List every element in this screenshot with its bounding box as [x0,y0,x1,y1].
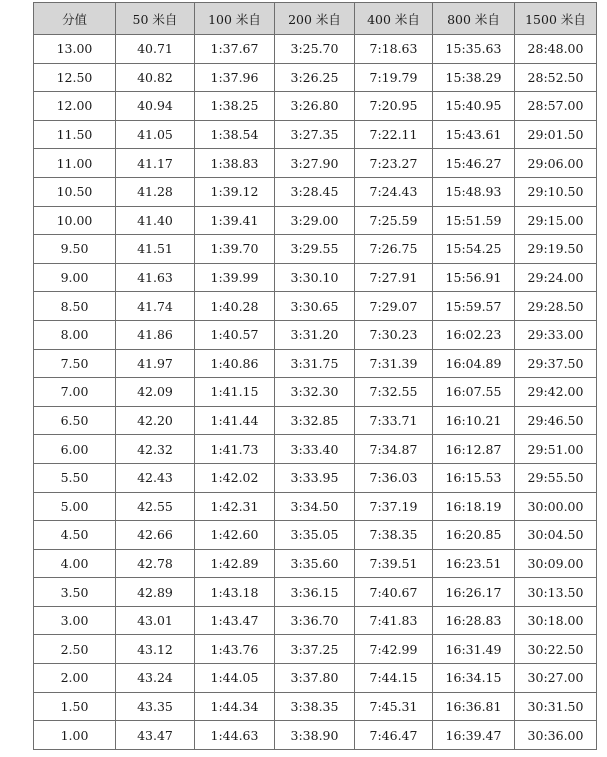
time-cell: 15:35.63 [433,35,515,64]
time-cell: 3:26.25 [275,63,355,92]
table-row [34,378,597,407]
time-cell: 1:40.28 [195,292,275,321]
time-cell: 3:35.05 [275,521,355,550]
time-cell: 43.35 [116,692,195,721]
score-cell: 4.50 [34,521,116,550]
table-row [34,692,597,721]
time-cell: 29:28.50 [515,292,597,321]
table-row [34,120,597,149]
table-row [34,521,597,550]
header-row [34,3,597,35]
time-cell: 3:33.95 [275,463,355,492]
time-cell: 42.20 [116,406,195,435]
time-cell: 30:31.50 [515,692,597,721]
time-cell: 15:40.95 [433,92,515,121]
time-cell: 1:41.15 [195,378,275,407]
table-row [34,463,597,492]
table-row [34,606,597,635]
time-cell: 15:38.29 [433,63,515,92]
table-row [34,177,597,206]
score-cell: 8.00 [34,320,116,349]
time-cell: 7:41.83 [355,606,433,635]
time-cell: 29:37.50 [515,349,597,378]
table-row [34,206,597,235]
time-cell: 29:24.00 [515,263,597,292]
time-cell: 41.63 [116,263,195,292]
time-cell: 42.09 [116,378,195,407]
time-cell: 41.05 [116,120,195,149]
time-cell: 41.17 [116,149,195,178]
table-body [34,35,597,750]
time-cell: 29:51.00 [515,435,597,464]
score-cell: 5.00 [34,492,116,521]
time-cell: 7:45.31 [355,692,433,721]
time-cell: 3:38.90 [275,721,355,750]
time-cell: 30:13.50 [515,578,597,607]
time-cell: 3:31.75 [275,349,355,378]
time-cell: 41.40 [116,206,195,235]
time-cell: 7:39.51 [355,549,433,578]
time-cell: 29:10.50 [515,177,597,206]
time-cell: 3:38.35 [275,692,355,721]
time-cell: 1:43.47 [195,606,275,635]
table-row [34,292,597,321]
column-header: 200 米自 [275,3,355,35]
time-cell: 3:32.30 [275,378,355,407]
time-cell: 1:39.99 [195,263,275,292]
time-cell: 1:39.70 [195,235,275,264]
time-cell: 40.71 [116,35,195,64]
time-cell: 41.97 [116,349,195,378]
table-row [34,35,597,64]
score-cell: 7.50 [34,349,116,378]
score-cell: 9.50 [34,235,116,264]
time-cell: 16:36.81 [433,692,515,721]
time-cell: 15:56.91 [433,263,515,292]
table-row [34,235,597,264]
score-cell: 1.00 [34,721,116,750]
time-cell: 3:29.55 [275,235,355,264]
time-cell: 42.66 [116,521,195,550]
time-cell: 3:26.80 [275,92,355,121]
score-table-container [33,2,597,750]
table-row [34,406,597,435]
time-cell: 7:34.87 [355,435,433,464]
time-cell: 3:29.00 [275,206,355,235]
time-cell: 16:26.17 [433,578,515,607]
time-cell: 7:29.07 [355,292,433,321]
time-cell: 28:57.00 [515,92,597,121]
time-cell: 41.86 [116,320,195,349]
time-cell: 16:18.19 [433,492,515,521]
time-cell: 16:04.89 [433,349,515,378]
time-cell: 1:38.54 [195,120,275,149]
table-row [34,435,597,464]
column-header: 分值 [34,3,116,35]
time-cell: 29:42.00 [515,378,597,407]
time-cell: 16:23.51 [433,549,515,578]
time-cell: 29:46.50 [515,406,597,435]
time-cell: 16:10.21 [433,406,515,435]
time-cell: 3:25.70 [275,35,355,64]
table-row [34,263,597,292]
time-cell: 28:48.00 [515,35,597,64]
time-cell: 42.32 [116,435,195,464]
time-cell: 7:44.15 [355,664,433,693]
score-cell: 6.50 [34,406,116,435]
time-cell: 15:43.61 [433,120,515,149]
score-cell: 1.50 [34,692,116,721]
time-cell: 42.78 [116,549,195,578]
time-cell: 29:15.00 [515,206,597,235]
column-header: 1500 米自 [515,3,597,35]
time-cell: 30:00.00 [515,492,597,521]
score-cell: 3.00 [34,606,116,635]
time-cell: 3:27.35 [275,120,355,149]
table-row [34,492,597,521]
table-row [34,63,597,92]
time-cell: 16:02.23 [433,320,515,349]
time-cell: 30:22.50 [515,635,597,664]
time-cell: 29:06.00 [515,149,597,178]
time-cell: 7:37.19 [355,492,433,521]
column-header: 100 米自 [195,3,275,35]
time-cell: 28:52.50 [515,63,597,92]
time-cell: 3:30.65 [275,292,355,321]
time-cell: 7:32.55 [355,378,433,407]
time-cell: 1:42.02 [195,463,275,492]
time-cell: 7:20.95 [355,92,433,121]
time-cell: 43.12 [116,635,195,664]
time-cell: 41.51 [116,235,195,264]
time-cell: 16:28.83 [433,606,515,635]
time-cell: 16:39.47 [433,721,515,750]
time-cell: 15:46.27 [433,149,515,178]
time-cell: 16:34.15 [433,664,515,693]
time-cell: 3:27.90 [275,149,355,178]
time-cell: 16:15.53 [433,463,515,492]
time-cell: 1:42.89 [195,549,275,578]
time-cell: 16:12.87 [433,435,515,464]
table-row [34,664,597,693]
time-cell: 15:51.59 [433,206,515,235]
table-row [34,349,597,378]
time-cell: 7:27.91 [355,263,433,292]
score-cell: 2.50 [34,635,116,664]
time-cell: 7:26.75 [355,235,433,264]
time-cell: 42.43 [116,463,195,492]
table-row [34,721,597,750]
table-row [34,549,597,578]
score-cell: 12.50 [34,63,116,92]
time-cell: 7:22.11 [355,120,433,149]
time-cell: 7:23.27 [355,149,433,178]
time-cell: 16:20.85 [433,521,515,550]
column-header: 400 米自 [355,3,433,35]
table-row [34,635,597,664]
time-cell: 30:36.00 [515,721,597,750]
table-row [34,578,597,607]
time-cell: 1:38.25 [195,92,275,121]
time-cell: 1:42.60 [195,521,275,550]
time-cell: 3:31.20 [275,320,355,349]
time-cell: 1:44.34 [195,692,275,721]
time-cell: 7:33.71 [355,406,433,435]
time-cell: 3:36.15 [275,578,355,607]
time-cell: 1:43.18 [195,578,275,607]
time-cell: 3:37.80 [275,664,355,693]
time-cell: 7:38.35 [355,521,433,550]
time-cell: 1:39.12 [195,177,275,206]
score-cell: 4.00 [34,549,116,578]
time-cell: 7:25.59 [355,206,433,235]
time-cell: 30:09.00 [515,549,597,578]
table-header [34,3,597,35]
time-cell: 7:40.67 [355,578,433,607]
table-row [34,149,597,178]
time-cell: 16:31.49 [433,635,515,664]
score-cell: 10.00 [34,206,116,235]
time-cell: 1:38.83 [195,149,275,178]
table-row [34,320,597,349]
score-cell: 2.00 [34,664,116,693]
time-cell: 7:31.39 [355,349,433,378]
score-cell: 11.00 [34,149,116,178]
time-cell: 3:32.85 [275,406,355,435]
time-cell: 43.01 [116,606,195,635]
time-cell: 29:01.50 [515,120,597,149]
time-cell: 15:54.25 [433,235,515,264]
time-cell: 3:36.70 [275,606,355,635]
time-cell: 29:55.50 [515,463,597,492]
time-cell: 30:27.00 [515,664,597,693]
time-cell: 43.24 [116,664,195,693]
score-cell: 6.00 [34,435,116,464]
time-cell: 1:40.57 [195,320,275,349]
time-cell: 15:59.57 [433,292,515,321]
time-cell: 1:41.44 [195,406,275,435]
score-cell: 9.00 [34,263,116,292]
time-cell: 1:43.76 [195,635,275,664]
time-cell: 42.89 [116,578,195,607]
time-cell: 29:33.00 [515,320,597,349]
time-cell: 3:37.25 [275,635,355,664]
time-cell: 3:30.10 [275,263,355,292]
table-row [34,92,597,121]
column-header: 800 米自 [433,3,515,35]
time-cell: 7:46.47 [355,721,433,750]
time-cell: 1:44.63 [195,721,275,750]
time-cell: 1:40.86 [195,349,275,378]
time-cell: 30:04.50 [515,521,597,550]
time-cell: 3:34.50 [275,492,355,521]
score-table [33,2,597,750]
time-cell: 41.74 [116,292,195,321]
score-cell: 13.00 [34,35,116,64]
score-cell: 10.50 [34,177,116,206]
time-cell: 7:30.23 [355,320,433,349]
time-cell: 40.82 [116,63,195,92]
column-header: 50 米自 [116,3,195,35]
score-cell: 3.50 [34,578,116,607]
time-cell: 1:39.41 [195,206,275,235]
score-cell: 12.00 [34,92,116,121]
time-cell: 42.55 [116,492,195,521]
time-cell: 3:33.40 [275,435,355,464]
time-cell: 3:35.60 [275,549,355,578]
score-cell: 7.00 [34,378,116,407]
score-cell: 11.50 [34,120,116,149]
time-cell: 41.28 [116,177,195,206]
time-cell: 1:37.96 [195,63,275,92]
time-cell: 7:19.79 [355,63,433,92]
time-cell: 1:41.73 [195,435,275,464]
time-cell: 1:44.05 [195,664,275,693]
time-cell: 1:37.67 [195,35,275,64]
time-cell: 15:48.93 [433,177,515,206]
score-cell: 5.50 [34,463,116,492]
time-cell: 40.94 [116,92,195,121]
score-cell: 8.50 [34,292,116,321]
time-cell: 7:42.99 [355,635,433,664]
time-cell: 7:36.03 [355,463,433,492]
time-cell: 43.47 [116,721,195,750]
time-cell: 7:18.63 [355,35,433,64]
time-cell: 29:19.50 [515,235,597,264]
time-cell: 30:18.00 [515,606,597,635]
time-cell: 7:24.43 [355,177,433,206]
time-cell: 16:07.55 [433,378,515,407]
time-cell: 3:28.45 [275,177,355,206]
time-cell: 1:42.31 [195,492,275,521]
